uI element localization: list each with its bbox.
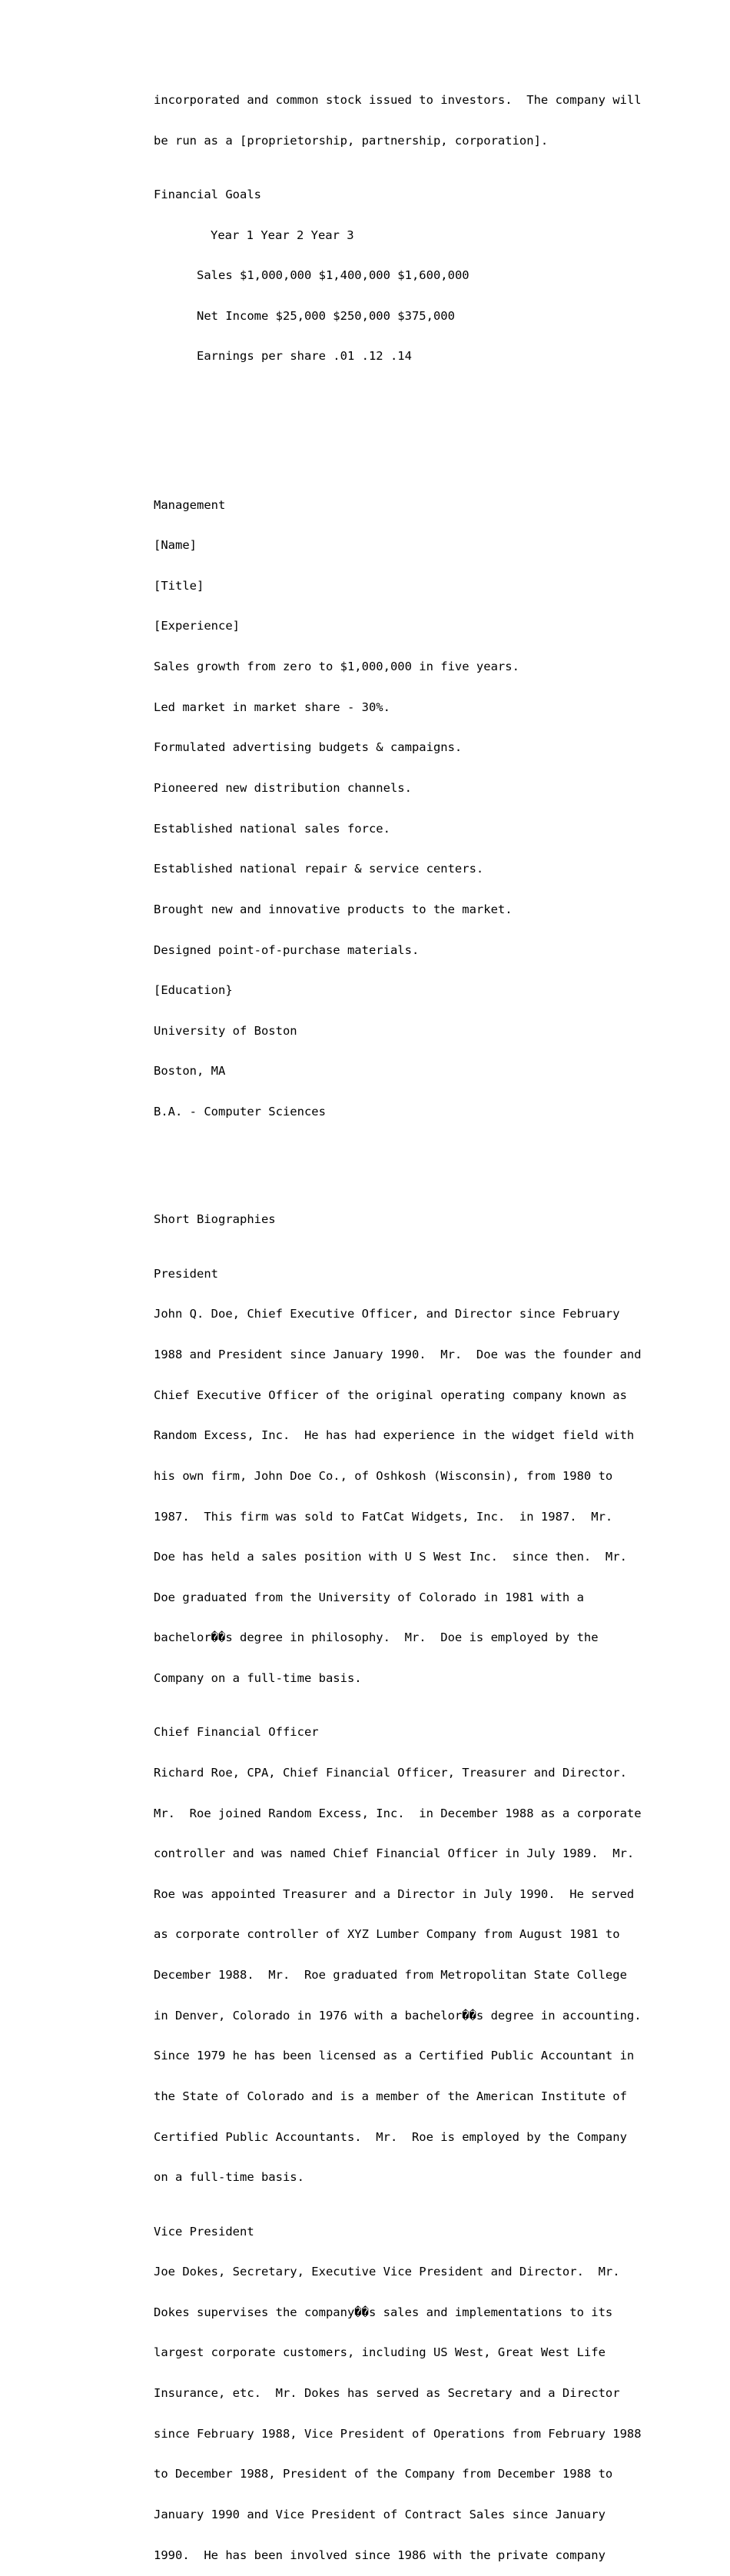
management-line: [Name] xyxy=(154,538,197,553)
vp-bio-line: to December 1988, President of the Company from December 1988 to xyxy=(154,2467,613,2481)
cfo-bio-line: Richard Roe, CPA, Chief Financial Officer, Treasurer and Director. xyxy=(154,1765,627,1780)
management-line: University of Boston xyxy=(154,1023,297,1038)
vp-bio-line: Insurance, etc. Mr. Dokes has served as Secretary and a Director xyxy=(154,2386,620,2401)
vp-title: Vice President xyxy=(154,2224,254,2239)
cfo-bio-line: controller and was named Chief Financial Officer in July 1989. Mr. xyxy=(154,1846,635,1861)
management-line: Pioneered new distribution channels. xyxy=(154,780,412,795)
president-bio-line: Random Excess, Inc. He has had experience in the widget field with xyxy=(154,1428,635,1443)
document-page xyxy=(154,67,692,2576)
vp-bio-line: 1990. He has been involved since 1986 with the private company xyxy=(154,2548,606,2562)
president-bio-line: his own firm, John Doe Co., of Oshkosh (Wisconsin), from 1980 to xyxy=(154,1468,613,1483)
blank-line xyxy=(154,444,692,458)
financial-goals-header-row: Year 1 Year 2 Year 3 xyxy=(211,228,354,242)
management-line: [Experience] xyxy=(154,619,240,633)
blank-line xyxy=(154,404,692,418)
management-line: Boston, MA xyxy=(154,1064,226,1079)
vp-bio-line: Dokes supervises the company��s sales and implementations to its xyxy=(154,2305,613,2319)
president-bio-line: 1988 and President since January 1990. Mr. Doe was the founder and xyxy=(154,1347,642,1361)
cfo-title: Chief Financial Officer xyxy=(154,1725,319,1740)
management-heading: Management xyxy=(154,497,226,512)
president-bio-line: John Q. Doe, Chief Executive Officer, and Director since February xyxy=(154,1307,620,1321)
management-line: [Title] xyxy=(154,578,204,593)
biographies-heading: Short Biographies xyxy=(154,1212,276,1227)
president-bio-line: bachelor��s degree in philosophy. Mr. Doe is employed by the xyxy=(154,1630,599,1645)
financial-goals-row-sales: Sales $1,000,000 $1,400,000 $1,600,000 xyxy=(197,268,470,283)
intro-line: incorporated and common stock issued to investors. The company will xyxy=(154,93,642,108)
management-line: [Education} xyxy=(154,983,233,998)
president-bio-line: Doe graduated from the University of Colorado in 1981 with a xyxy=(154,1590,584,1604)
cfo-bio-line: on a full-time basis. xyxy=(154,2170,304,2185)
cfo-bio-line: Roe was appointed Treasurer and a Director in July 1990. He served xyxy=(154,1886,635,1901)
financial-goals-row-net-income: Net Income $25,000 $250,000 $375,000 xyxy=(197,308,455,323)
blank-line xyxy=(154,1159,692,1173)
cfo-bio-line: December 1988. Mr. Roe graduated from Metropolitan State College xyxy=(154,1968,627,1983)
president-bio-line: Chief Executive Officer of the original operating company known as xyxy=(154,1388,627,1402)
vp-bio-line: January 1990 and Vice President of Contract Sales since January xyxy=(154,2507,606,2521)
management-line: Led market in market share - 30%. xyxy=(154,700,390,714)
cfo-bio-line: Since 1979 he has been licensed as a Certified Public Accountant in xyxy=(154,2049,635,2063)
vp-bio-line: Joe Dokes, Secretary, Executive Vice President and Director. Mr. xyxy=(154,2265,620,2279)
management-line: Formulated advertising budgets & campaigns. xyxy=(154,740,463,755)
cfo-bio-line: as corporate controller of XYZ Lumber Company from August 1981 to xyxy=(154,1927,620,1942)
president-bio-line: Company on a full-time basis. xyxy=(154,1671,362,1686)
cfo-bio-line: the State of Colorado and is a member of the American Institute of xyxy=(154,2089,627,2104)
financial-goals-row-eps: Earnings per share .01 .12 .14 xyxy=(197,349,412,364)
cfo-bio-line: Certified Public Accountants. Mr. Roe is employed by the Company xyxy=(154,2129,627,2144)
management-line: Brought new and innovative products to the market. xyxy=(154,902,513,916)
financial-goals-heading: Financial Goals xyxy=(154,187,261,201)
president-title: President xyxy=(154,1266,218,1281)
vp-bio-line: since February 1988, Vice President of Operations from February 1988 xyxy=(154,2426,642,2441)
vp-bio-line: largest corporate customers, including US West, Great West Life xyxy=(154,2345,606,2360)
management-line: B.A. - Computer Sciences xyxy=(154,1105,326,1119)
president-bio-line: Doe has held a sales position with U S West Inc. since then. Mr. xyxy=(154,1550,627,1564)
president-bio-line: 1987. This firm was sold to FatCat Widgets, Inc. in 1987. Mr. xyxy=(154,1509,613,1524)
cfo-bio-line: in Denver, Colorado in 1976 with a bachelor��s degree in accounting. xyxy=(154,2008,642,2023)
management-line: Designed point-of-purchase materials. xyxy=(154,942,420,957)
management-line: Sales growth from zero to $1,000,000 in five years. xyxy=(154,660,519,674)
management-line: Established national sales force. xyxy=(154,821,390,836)
cfo-bio-line: Mr. Roe joined Random Excess, Inc. in December 1988 as a corporate xyxy=(154,1806,642,1820)
intro-line: be run as a [proprietorship, partnership, corporation]. xyxy=(154,133,549,148)
management-line: Established national repair & service centers. xyxy=(154,862,484,876)
